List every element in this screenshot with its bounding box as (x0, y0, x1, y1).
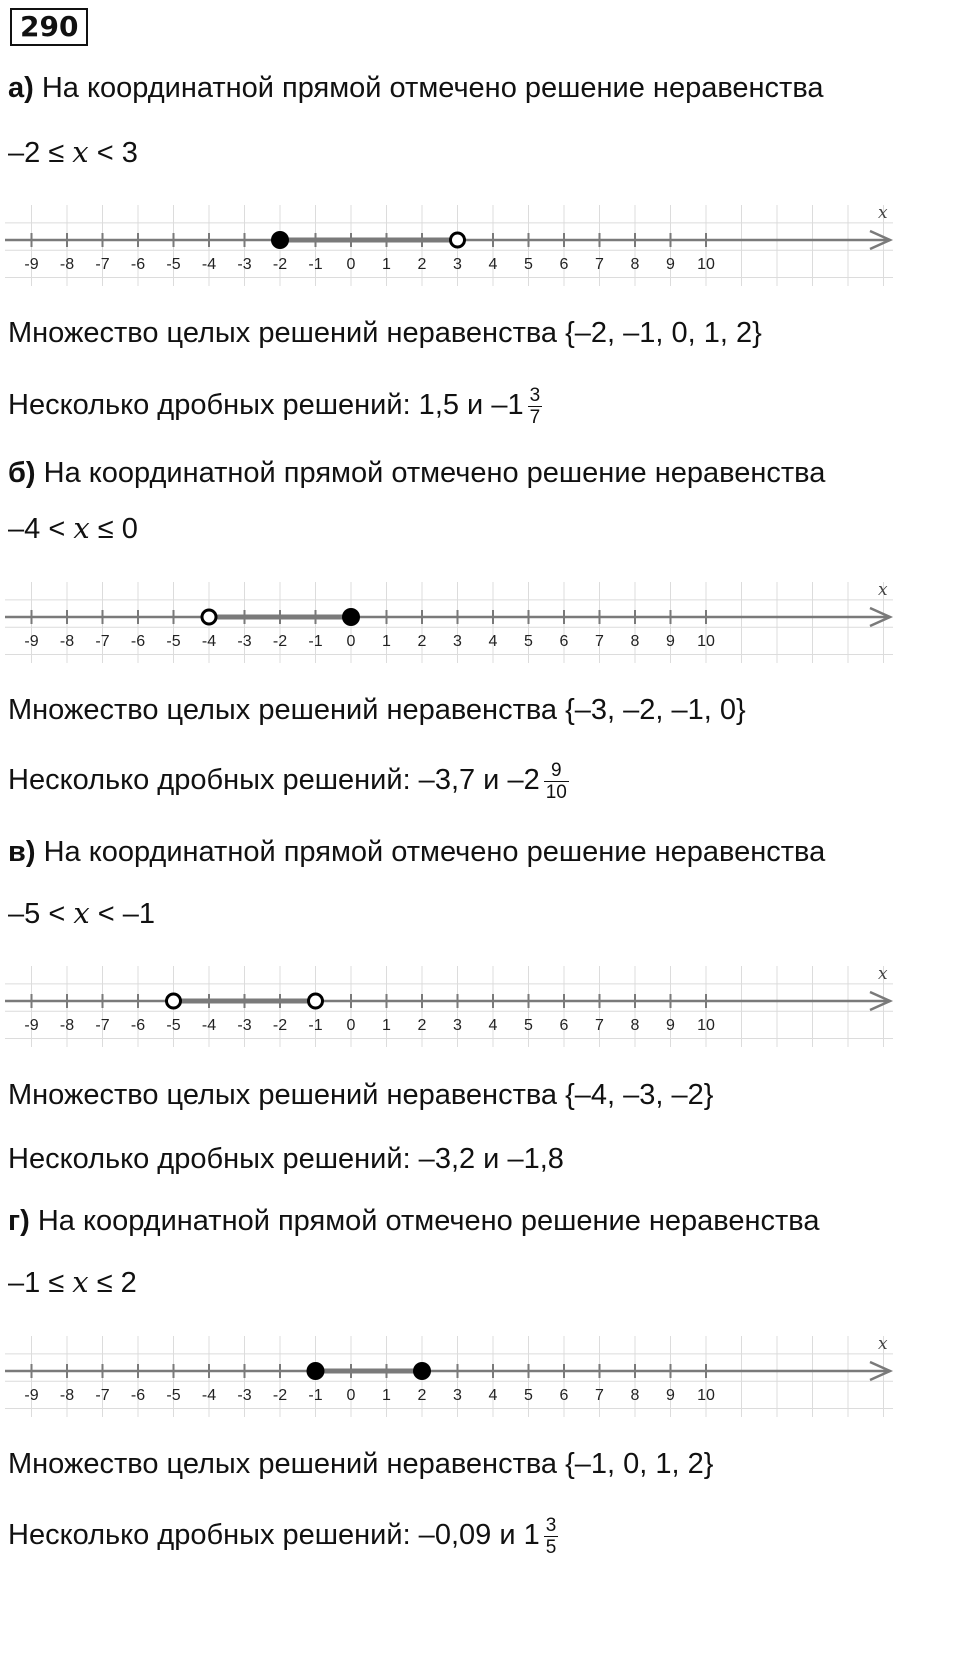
tick-label: -1 (308, 1017, 323, 1034)
tick-label: 2 (417, 1387, 427, 1404)
tick-label: 0 (346, 1387, 356, 1404)
tick-label: 0 (346, 256, 356, 273)
part-a-fraction-solutions (8, 385, 542, 428)
inequality-variable: x (72, 1265, 89, 1299)
part-b-intro-text: На координатной прямой отмечено решение неравенства (43, 457, 826, 489)
part-c-intro (8, 834, 825, 870)
part-d-intro-text: На координатной прямой отмечено решение неравенства (37, 1205, 820, 1237)
tick-label: 1 (382, 633, 391, 650)
tick-label: -7 (95, 1387, 110, 1404)
tick-label: 7 (595, 1387, 604, 1404)
part-a-intro-text: На координатной прямой отмечено решение неравенства (41, 72, 824, 104)
tick-label: 7 (595, 633, 604, 650)
part-d-intro (8, 1203, 820, 1239)
tick-label: 10 (697, 1387, 715, 1404)
axis-variable-label: x (878, 580, 888, 600)
tick-label: -7 (95, 633, 110, 650)
tick-label: -3 (237, 1387, 252, 1404)
part-a-letter: а) (8, 72, 34, 104)
tick-label: -5 (166, 633, 181, 650)
tick-label: -2 (272, 633, 288, 650)
tick-label: 6 (559, 256, 569, 273)
inequality-variable: x (72, 135, 89, 169)
fraction-denominator: 5 (545, 1537, 557, 1558)
tick-label: 4 (488, 1017, 498, 1034)
tick-label: 10 (697, 256, 715, 273)
fraction-solutions-text: Несколько дробных решений: –3,7 и –2 (8, 764, 540, 797)
open-endpoint (167, 994, 181, 1008)
tick-label: 4 (488, 633, 498, 650)
tick-label: -9 (24, 1387, 39, 1404)
tick-label: -2 (272, 256, 288, 273)
part-b-fraction-solutions (8, 760, 569, 803)
tick-label: 7 (595, 1017, 604, 1034)
tick-label: 6 (559, 1387, 569, 1404)
tick-label: 9 (666, 256, 675, 273)
closed-endpoint (342, 608, 360, 626)
closed-endpoint (413, 1362, 431, 1380)
tick-label: -7 (95, 256, 110, 273)
inequality-left: –5 < (8, 898, 74, 930)
tick-label: 9 (666, 1017, 675, 1034)
fraction-numerator: 3 (545, 1515, 557, 1536)
part-d-inequality (8, 1264, 137, 1301)
fraction-denominator: 7 (529, 407, 541, 428)
fraction (528, 385, 543, 428)
part-c-letter: в) (8, 836, 36, 868)
closed-endpoint (307, 1362, 325, 1380)
open-endpoint (202, 610, 216, 624)
tick-label: 0 (346, 633, 356, 650)
inequality-right: ≤ 0 (89, 513, 138, 545)
part-b-letter: б) (8, 457, 36, 489)
number-line-c (0, 953, 960, 1053)
tick-label: 4 (488, 256, 498, 273)
tick-label: -8 (59, 1387, 75, 1404)
part-c-intro-text: На координатной прямой отмечено решение неравенства (43, 836, 826, 868)
tick-label: 8 (630, 1017, 640, 1034)
tick-label: -4 (201, 1387, 217, 1404)
tick-label: -2 (272, 1387, 288, 1404)
inequality-left: –4 < (8, 513, 74, 545)
number-line-d (0, 1323, 960, 1423)
part-d-letter: г) (8, 1205, 30, 1237)
open-endpoint (451, 233, 465, 247)
tick-label: 4 (488, 1387, 498, 1404)
tick-label: 8 (630, 256, 640, 273)
tick-label: 8 (630, 633, 640, 650)
fraction-solutions-text: Несколько дробных решений: –0,09 и 1 (8, 1519, 540, 1552)
inequality-right: < 3 (88, 137, 138, 169)
tick-label: 7 (595, 256, 604, 273)
inequality-right: ≤ 2 (88, 1267, 137, 1299)
part-c-inequality (8, 895, 155, 932)
inequality-left: –2 ≤ (8, 137, 73, 169)
part-c-integer-solutions: Множество целых решений неравенства {–4, –3, –2} (8, 1079, 714, 1111)
fraction-solutions-text: Несколько дробных решений: 1,5 и –1 (8, 389, 524, 422)
tick-label: -5 (166, 1387, 181, 1404)
tick-label: 6 (559, 633, 569, 650)
fraction-denominator: 10 (545, 782, 567, 803)
tick-label: 8 (630, 1387, 640, 1404)
tick-label: -1 (308, 633, 323, 650)
tick-label: 6 (559, 1017, 569, 1034)
inequality-variable: x (73, 511, 90, 545)
part-a-inequality (8, 134, 138, 171)
part-b-inequality (8, 510, 138, 547)
tick-label: -9 (24, 633, 39, 650)
number-line-a (0, 192, 960, 292)
tick-label: -5 (166, 1017, 181, 1034)
axis-variable-label: x (878, 964, 888, 984)
tick-label: 3 (453, 1017, 462, 1034)
fraction-numerator: 9 (544, 760, 569, 782)
tick-label: 10 (697, 633, 715, 650)
tick-label: -6 (130, 256, 146, 273)
fraction (544, 760, 569, 803)
tick-label: 2 (417, 633, 427, 650)
open-endpoint (309, 994, 323, 1008)
tick-label: -4 (201, 1017, 217, 1034)
axis-variable-label: x (878, 1334, 888, 1354)
tick-label: 5 (524, 1387, 533, 1404)
fraction-solutions-text: Несколько дробных решений: –3,2 и –1,8 (8, 1143, 564, 1175)
fraction (544, 1515, 559, 1558)
tick-label: -7 (95, 1017, 110, 1034)
part-b-integer-solutions: Множество целых решений неравенства {–3, –2, –1, 0} (8, 694, 746, 726)
tick-label: 2 (417, 1017, 427, 1034)
tick-label: -4 (201, 633, 217, 650)
tick-label: 5 (524, 1017, 533, 1034)
tick-label: 2 (417, 256, 427, 273)
number-line-b (0, 569, 960, 669)
tick-label: 5 (524, 633, 533, 650)
tick-label: -9 (24, 1017, 39, 1034)
problem-number: 290 (10, 8, 88, 46)
tick-label: -5 (166, 256, 181, 273)
tick-label: 10 (697, 1017, 715, 1034)
tick-label: -6 (130, 1387, 146, 1404)
inequality-right: < –1 (89, 898, 155, 930)
tick-label: 1 (382, 1017, 391, 1034)
tick-label: -6 (130, 633, 146, 650)
tick-label: -8 (59, 1017, 75, 1034)
part-d-integer-solutions: Множество целых решений неравенства {–1, 0, 1, 2} (8, 1448, 714, 1480)
tick-label: 9 (666, 1387, 675, 1404)
tick-label: 0 (346, 1017, 356, 1034)
axis-variable-label: x (878, 203, 888, 223)
tick-label: -8 (59, 633, 75, 650)
tick-label: -9 (24, 256, 39, 273)
tick-label: 3 (453, 256, 462, 273)
part-a-integer-solutions: Множество целых решений неравенства {–2, –1, 0, 1, 2} (8, 317, 762, 349)
tick-label: -3 (237, 256, 252, 273)
closed-endpoint (271, 231, 289, 249)
inequality-variable: x (73, 896, 90, 930)
tick-label: -8 (59, 256, 75, 273)
part-a-intro (8, 70, 824, 106)
tick-label: 1 (382, 256, 391, 273)
tick-label: 9 (666, 633, 675, 650)
tick-label: -6 (130, 1017, 146, 1034)
fraction-numerator: 3 (529, 385, 541, 406)
tick-label: -1 (308, 1387, 323, 1404)
tick-label: 1 (382, 1387, 391, 1404)
tick-label: 5 (524, 256, 533, 273)
tick-label: -3 (237, 1017, 252, 1034)
tick-label: 3 (453, 1387, 462, 1404)
part-b-intro (8, 455, 825, 491)
tick-label: -3 (237, 633, 252, 650)
inequality-left: –1 ≤ (8, 1267, 73, 1299)
part-d-fraction-solutions (8, 1515, 558, 1558)
tick-label: 3 (453, 633, 462, 650)
tick-label: -4 (201, 256, 217, 273)
part-c-fraction-solutions (8, 1141, 564, 1177)
tick-label: -2 (272, 1017, 288, 1034)
tick-label: -1 (308, 256, 323, 273)
